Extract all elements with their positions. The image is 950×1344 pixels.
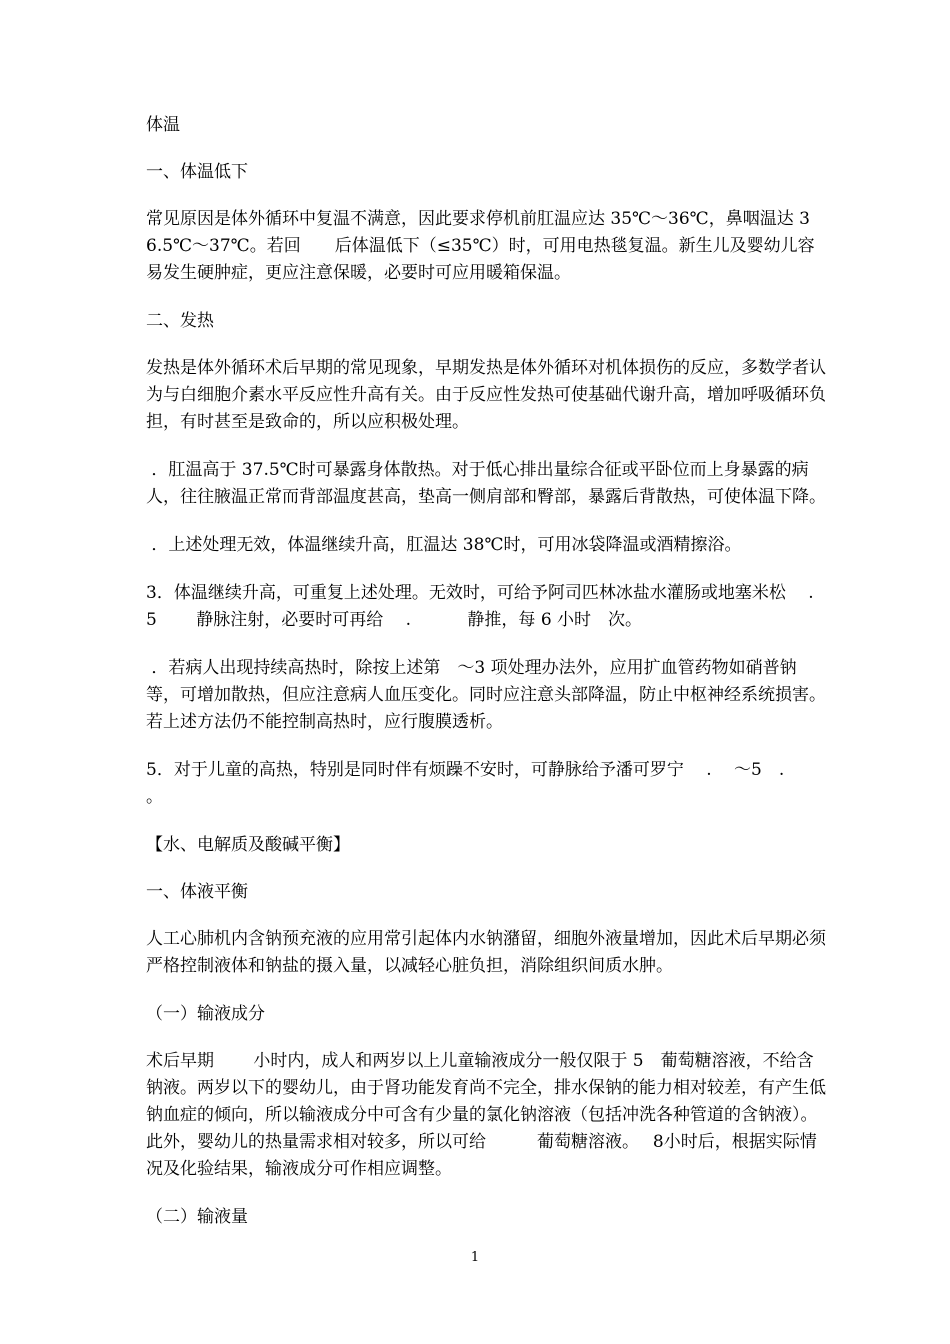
paragraph-fever-overview: 发热是体外循环术后早期的常见现象，早期发热是体外循环对机体损伤的反应，多数学者认为与白细胞介素水平反应性升高有关。由于反应性发热可使基础代谢升高，增加呼吸循环负担，有时甚至是致命的，所以应积极处理。 — [146, 358, 826, 432]
document-page — [146, 112, 837, 1251]
section-heading-electrolytes: 【水、电解质及酸碱平衡】 — [146, 835, 350, 855]
paragraph-hypothermia-causes: 常见原因是体外循环中复温不满意，因此要求停机前肛温应达 35℃～36℃，鼻咽温达 36.5℃～37℃。若回 后体温低下（≤35℃）时，可用电热毯复温。新生儿及婴幼儿容易发生硬肿症，更应注意保暖，必要时可应用暖箱保温。 — [146, 209, 815, 283]
subsection-heading-infusion-composition: （一）输液成分 — [146, 1004, 265, 1024]
list-item-fever-2: ．上述处理无效，体温继续升高，肛温达 38℃时，可用冰袋降温或酒精擦浴。 — [146, 535, 742, 555]
page-number: 1 — [470, 1250, 480, 1265]
list-item-fever-5: 5．对于儿童的高热，特别是同时伴有烦躁不安时，可静脉给予潘可罗宁 . ～5 . 。 — [146, 760, 836, 807]
paragraph-fluid-balance: 人工心肺机内含钠预充液的应用常引起体内水钠潴留，细胞外液量增加，因此术后早期必须严格控制液体和钠盐的摄入量，以减轻心脏负担，消除组织间质水肿。 — [146, 929, 826, 976]
list-item-fever-1: ．肛温高于 37.5℃时可暴露身体散热。对于低心排出量综合征或平卧位而上身暴露的病人，往往腋温正常而背部温度甚高，垫高一侧肩部和臀部，暴露后背散热，可使体温下降。 — [146, 460, 826, 507]
section-heading-fever: 二、发热 — [146, 311, 214, 331]
section-heading-fluid-balance: 一、体液平衡 — [146, 882, 248, 902]
document-title: 体温 — [146, 115, 180, 135]
subsection-heading-infusion-volume: （二）输液量 — [146, 1207, 248, 1227]
paragraph-infusion-composition: 术后早期 小时内，成人和两岁以上儿童输液成分一般仅限于 5 葡萄糖溶液，不给含钠液。两岁以下的婴幼儿，由于肾功能发育尚不完全，排水保钠的能力相对较差，有产生低钠血症的倾向，所以输液成分中可含有少量的氯化钠溶液（包括冲洗各种管道的含钠液）。此外，婴幼儿的热量需求相对较多，所以可给 葡萄糖溶液。 8小时后，根据实际情况及化验结果，输液成分可作相应调整。 — [146, 1051, 826, 1179]
list-item-fever-4: ．若病人出现持续高热时，除按上述第 ～3 项处理办法外，应用扩血管药物如硝普钠等，可增加散热，但应注意病人血压变化。同时应注意头部降温，防止中枢神经系统损害。若上述方法仍不能控制高热时，应行腹膜透析。 — [146, 658, 826, 732]
section-heading-hypothermia: 一、体温低下 — [146, 162, 248, 182]
list-item-fever-3: 3．体温继续升高，可重复上述处理。无效时，可给予阿司匹林冰盐水灌肠或地塞米松 . 5 静脉注射，必要时可再给 . 静推，每 6 小时 次。 — [146, 583, 837, 630]
